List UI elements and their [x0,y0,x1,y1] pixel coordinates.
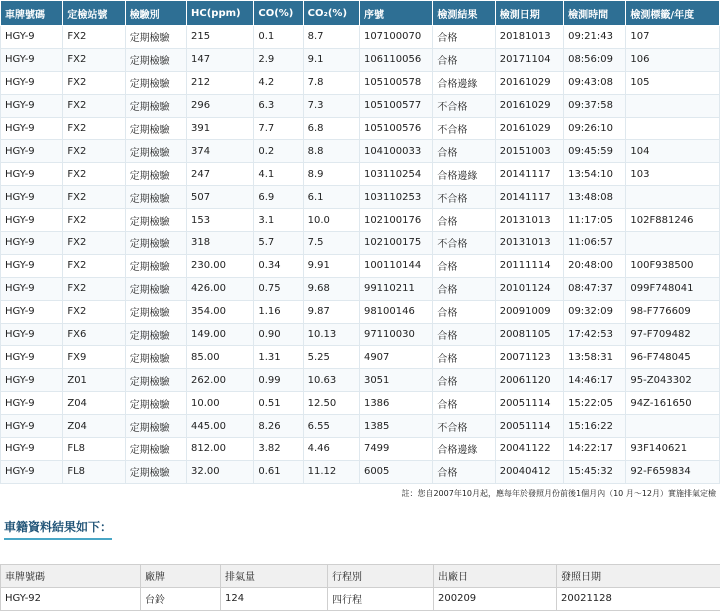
table-cell: 85.00 [187,346,254,369]
table-cell: 100F938500 [626,254,720,277]
table-cell: 0.75 [254,277,303,300]
table-cell: 13:48:08 [564,186,626,209]
table-cell: 0.99 [254,369,303,392]
table-cell: 374 [187,140,254,163]
table-row [1,254,720,277]
table-cell: 200209 [434,587,557,610]
table-cell: 100110144 [359,254,432,277]
table-cell: 96-F748045 [626,346,720,369]
table-cell: 354.00 [187,300,254,323]
table-cell: 20051114 [495,392,563,415]
table-cell: FX2 [63,71,125,94]
table-cell: 9.68 [303,277,359,300]
table-cell: 合格 [433,300,495,323]
table-cell: FL8 [63,438,125,461]
table-cell: 定期檢驗 [125,254,186,277]
table-cell: 定期檢驗 [125,438,186,461]
table-cell: 13:58:31 [564,346,626,369]
table-row [1,209,720,232]
table-cell: 台鈴 [141,587,221,610]
column-header: 發照日期 [557,564,720,587]
table-cell: 09:37:58 [564,94,626,117]
table-cell: 09:43:08 [564,71,626,94]
table-cell: 15:45:32 [564,460,626,483]
table-cell: 定期檢驗 [125,26,186,49]
table-cell [626,186,720,209]
table-cell: 10.13 [303,323,359,346]
table-cell: FX6 [63,323,125,346]
table-cell: 定期檢驗 [125,140,186,163]
inspection-table-body [1,26,720,484]
table-cell: 20021128 [557,587,720,610]
table-row [1,71,720,94]
table-cell: 98-F776609 [626,300,720,323]
table-cell: 104 [626,140,720,163]
table-cell: 230.00 [187,254,254,277]
table-cell: 定期檢驗 [125,392,186,415]
column-header: 檢測結果 [433,1,495,26]
column-header: 檢驗別 [125,1,186,26]
table-cell: 20081105 [495,323,563,346]
table-row [1,117,720,140]
column-header: HC(ppm) [187,1,254,26]
table-cell: 定期檢驗 [125,415,186,438]
table-cell: 8.8 [303,140,359,163]
table-cell: 4.2 [254,71,303,94]
table-cell: 合格 [433,277,495,300]
table-cell: 4.46 [303,438,359,461]
table-cell: 09:45:59 [564,140,626,163]
table-cell: 20141117 [495,163,563,186]
table-cell: 定期檢驗 [125,71,186,94]
table-row [1,346,720,369]
table-cell: 8.26 [254,415,303,438]
table-cell: 107100070 [359,26,432,49]
table-cell: 定期檢驗 [125,186,186,209]
table-cell: 247 [187,163,254,186]
table-cell: 32.00 [187,460,254,483]
table-cell: 4907 [359,346,432,369]
table-cell: 445.00 [187,415,254,438]
table-row [1,392,720,415]
table-cell: 20171104 [495,48,563,71]
table-cell: 94Z-161650 [626,392,720,415]
table-cell: 合格 [433,26,495,49]
table-row [1,300,720,323]
table-row [1,26,720,49]
table-cell: 7.8 [303,71,359,94]
table-cell: 7499 [359,438,432,461]
table-row [1,415,720,438]
table-cell: FX2 [63,209,125,232]
table-cell: Z04 [63,415,125,438]
table-cell: 6.8 [303,117,359,140]
table-cell: 20:48:00 [564,254,626,277]
table-cell: FX2 [63,26,125,49]
table-cell: 10.63 [303,369,359,392]
table-cell: 8.9 [303,163,359,186]
table-cell: 099F748041 [626,277,720,300]
column-header: 排氣量 [221,564,328,587]
table-cell: FX2 [63,254,125,277]
table-cell: 9.91 [303,254,359,277]
table-cell: 不合格 [433,232,495,255]
table-cell: 14:46:17 [564,369,626,392]
table-cell: 7.3 [303,94,359,117]
table-cell: 212 [187,71,254,94]
table-cell: 104100033 [359,140,432,163]
table-cell: 507 [187,186,254,209]
table-cell: 合格 [433,460,495,483]
table-cell: 20131013 [495,209,563,232]
table-cell: FX2 [63,117,125,140]
table-row [1,277,720,300]
table-cell: FX9 [63,346,125,369]
table-cell: 四行程 [328,587,434,610]
table-cell: 102100176 [359,209,432,232]
table-cell: FX2 [63,186,125,209]
table-cell: 定期檢驗 [125,48,186,71]
table-cell: HGY-9 [1,140,63,163]
table-cell: HGY-9 [1,163,63,186]
table-cell: 92-F659834 [626,460,720,483]
table-cell: Z04 [63,392,125,415]
table-cell: FL8 [63,460,125,483]
table-cell: 不合格 [433,415,495,438]
table-cell: HGY-9 [1,48,63,71]
column-header: CO₂(%) [303,1,359,26]
table-cell: 09:21:43 [564,26,626,49]
column-header: 檢測標籤/年度 [626,1,720,26]
table-cell: FX2 [63,94,125,117]
table-cell: HGY-9 [1,254,63,277]
table-cell: 102100175 [359,232,432,255]
table-cell: 定期檢驗 [125,277,186,300]
table-cell: HGY-9 [1,415,63,438]
table-cell: HGY-9 [1,232,63,255]
table-cell: 0.2 [254,140,303,163]
table-cell: 0.61 [254,460,303,483]
table-cell: 不合格 [433,94,495,117]
table-cell: 定期檢驗 [125,346,186,369]
table-cell: 10.0 [303,209,359,232]
table-row [1,186,720,209]
table-cell: 合格 [433,140,495,163]
table-cell: 107 [626,26,720,49]
table-cell: HGY-9 [1,186,63,209]
table-row [1,94,720,117]
table-cell: 103110253 [359,186,432,209]
table-cell [626,232,720,255]
table-cell: 3.1 [254,209,303,232]
column-header: 出廠日 [434,564,557,587]
table-cell: FX2 [63,48,125,71]
table-cell: HGY-92 [1,587,141,610]
table-cell: 9.87 [303,300,359,323]
table-cell: 296 [187,94,254,117]
table-cell: 20061120 [495,369,563,392]
table-cell: HGY-9 [1,392,63,415]
table-cell: 149.00 [187,323,254,346]
table-cell: 08:47:37 [564,277,626,300]
table-cell: HGY-9 [1,369,63,392]
table-cell: 合格 [433,48,495,71]
table-cell: 合格 [433,209,495,232]
column-header: 檢測時間 [564,1,626,26]
table-cell: 17:42:53 [564,323,626,346]
table-cell: HGY-9 [1,300,63,323]
table-cell: HGY-9 [1,460,63,483]
table-cell: 7.5 [303,232,359,255]
column-header: CO(%) [254,1,303,26]
table-cell: 定期檢驗 [125,117,186,140]
table-cell: HGY-9 [1,209,63,232]
table-cell: 20141117 [495,186,563,209]
table-cell: HGY-9 [1,323,63,346]
vehicle-header-row [1,564,720,587]
table-cell: 20161029 [495,117,563,140]
table-cell: FX2 [63,163,125,186]
vehicle-section-title: 車籍資料結果如下： [4,518,112,540]
table-cell: 3.82 [254,438,303,461]
table-cell: 98100146 [359,300,432,323]
table-cell: 20051114 [495,415,563,438]
table-cell: 0.51 [254,392,303,415]
table-cell: 20091009 [495,300,563,323]
column-header: 序號 [359,1,432,26]
table-cell: 20181013 [495,26,563,49]
table-cell: 1385 [359,415,432,438]
table-cell: 106110056 [359,48,432,71]
vehicle-data-row [1,587,720,610]
table-cell: 426.00 [187,277,254,300]
table-cell: 93F140621 [626,438,720,461]
table-cell: 定期檢驗 [125,369,186,392]
table-row [1,163,720,186]
table-row [1,460,720,483]
table-cell: 391 [187,117,254,140]
table-cell: FX2 [63,140,125,163]
table-cell: 95-Z043302 [626,369,720,392]
table-cell: 15:16:22 [564,415,626,438]
table-row [1,323,720,346]
table-cell [626,94,720,117]
column-header: 廠牌 [141,564,221,587]
table-cell: 09:26:10 [564,117,626,140]
table-cell: 105100578 [359,71,432,94]
table-row [1,48,720,71]
table-cell: 10.00 [187,392,254,415]
table-cell: 定期檢驗 [125,460,186,483]
table-cell: 合格 [433,323,495,346]
table-cell: 11.12 [303,460,359,483]
table-cell: 合格 [433,392,495,415]
column-header: 行程別 [328,564,434,587]
table-cell: 6.55 [303,415,359,438]
table-cell: 合格 [433,254,495,277]
table-cell [626,117,720,140]
table-cell: HGY-9 [1,438,63,461]
table-cell: 定期檢驗 [125,94,186,117]
table-cell: 97-F709482 [626,323,720,346]
table-cell: 13:54:10 [564,163,626,186]
table-row [1,369,720,392]
table-cell: 105100577 [359,94,432,117]
table-cell: 8.7 [303,26,359,49]
table-cell: HGY-9 [1,71,63,94]
table-cell: 20161029 [495,71,563,94]
table-cell: HGY-9 [1,346,63,369]
table-cell: 1.31 [254,346,303,369]
table-cell: 定期檢驗 [125,209,186,232]
table-cell: 12.50 [303,392,359,415]
table-cell: 99110211 [359,277,432,300]
table-cell: 0.34 [254,254,303,277]
table-cell: 0.1 [254,26,303,49]
table-cell: 9.1 [303,48,359,71]
table-cell: 6.1 [303,186,359,209]
table-cell: 105 [626,71,720,94]
table-cell: 105100576 [359,117,432,140]
table-cell: 103110254 [359,163,432,186]
table-cell: FX2 [63,277,125,300]
table-cell: Z01 [63,369,125,392]
table-cell: 合格邊緣 [433,438,495,461]
column-header: 定檢站號 [63,1,125,26]
vehicle-registration-table [0,564,720,611]
table-cell: 11:17:05 [564,209,626,232]
table-cell: 不合格 [433,186,495,209]
table-cell: 102F881246 [626,209,720,232]
table-cell: 09:32:09 [564,300,626,323]
table-cell: 6005 [359,460,432,483]
table-cell: 20151003 [495,140,563,163]
table-row [1,438,720,461]
table-row [1,140,720,163]
table-cell: 4.1 [254,163,303,186]
column-header: 車牌號碼 [1,564,141,587]
table-cell: 20131013 [495,232,563,255]
table-cell: HGY-9 [1,117,63,140]
table-cell: 318 [187,232,254,255]
table-cell: HGY-9 [1,26,63,49]
table-cell: 97110030 [359,323,432,346]
table-cell: 定期檢驗 [125,232,186,255]
table-cell: 3051 [359,369,432,392]
table-cell: 14:22:17 [564,438,626,461]
table-cell: 1386 [359,392,432,415]
table-cell: 定期檢驗 [125,323,186,346]
table-cell: 6.9 [254,186,303,209]
table-cell: 7.7 [254,117,303,140]
table-cell: 20101124 [495,277,563,300]
table-cell: 106 [626,48,720,71]
table-cell: 08:56:09 [564,48,626,71]
table-cell: 20161029 [495,94,563,117]
table-cell: 1.16 [254,300,303,323]
table-cell: FX2 [63,300,125,323]
table-cell: 5.25 [303,346,359,369]
table-cell: 812.00 [187,438,254,461]
table-cell: 不合格 [433,117,495,140]
table-cell: 6.3 [254,94,303,117]
table-cell: 262.00 [187,369,254,392]
table-cell: 20071123 [495,346,563,369]
inspection-header-row [1,1,720,26]
table-cell: 147 [187,48,254,71]
table-cell: 定期檢驗 [125,163,186,186]
table-row [1,232,720,255]
table-cell: 11:06:57 [564,232,626,255]
table-cell: HGY-9 [1,94,63,117]
table-cell: 合格邊緣 [433,163,495,186]
table-cell: 合格 [433,346,495,369]
table-cell: 20041122 [495,438,563,461]
table-cell: 103 [626,163,720,186]
table-cell [626,415,720,438]
table-cell: FX2 [63,232,125,255]
table-cell: 124 [221,587,328,610]
table-cell: 153 [187,209,254,232]
table-cell: 合格邊緣 [433,71,495,94]
inspection-note: 註：您自2007年10月起，應每年於發照月份前後1個月內（10 月～12月）實施排氣定檢 [401,488,716,498]
table-cell: 2.9 [254,48,303,71]
table-cell: 0.90 [254,323,303,346]
table-cell: 20040412 [495,460,563,483]
table-cell: 5.7 [254,232,303,255]
column-header: 車牌號碼 [1,1,63,26]
table-cell: 20111114 [495,254,563,277]
table-cell: 定期檢驗 [125,300,186,323]
table-cell: HGY-9 [1,277,63,300]
table-cell: 15:22:05 [564,392,626,415]
table-cell: 合格 [433,369,495,392]
table-cell: 215 [187,26,254,49]
column-header: 檢測日期 [495,1,563,26]
